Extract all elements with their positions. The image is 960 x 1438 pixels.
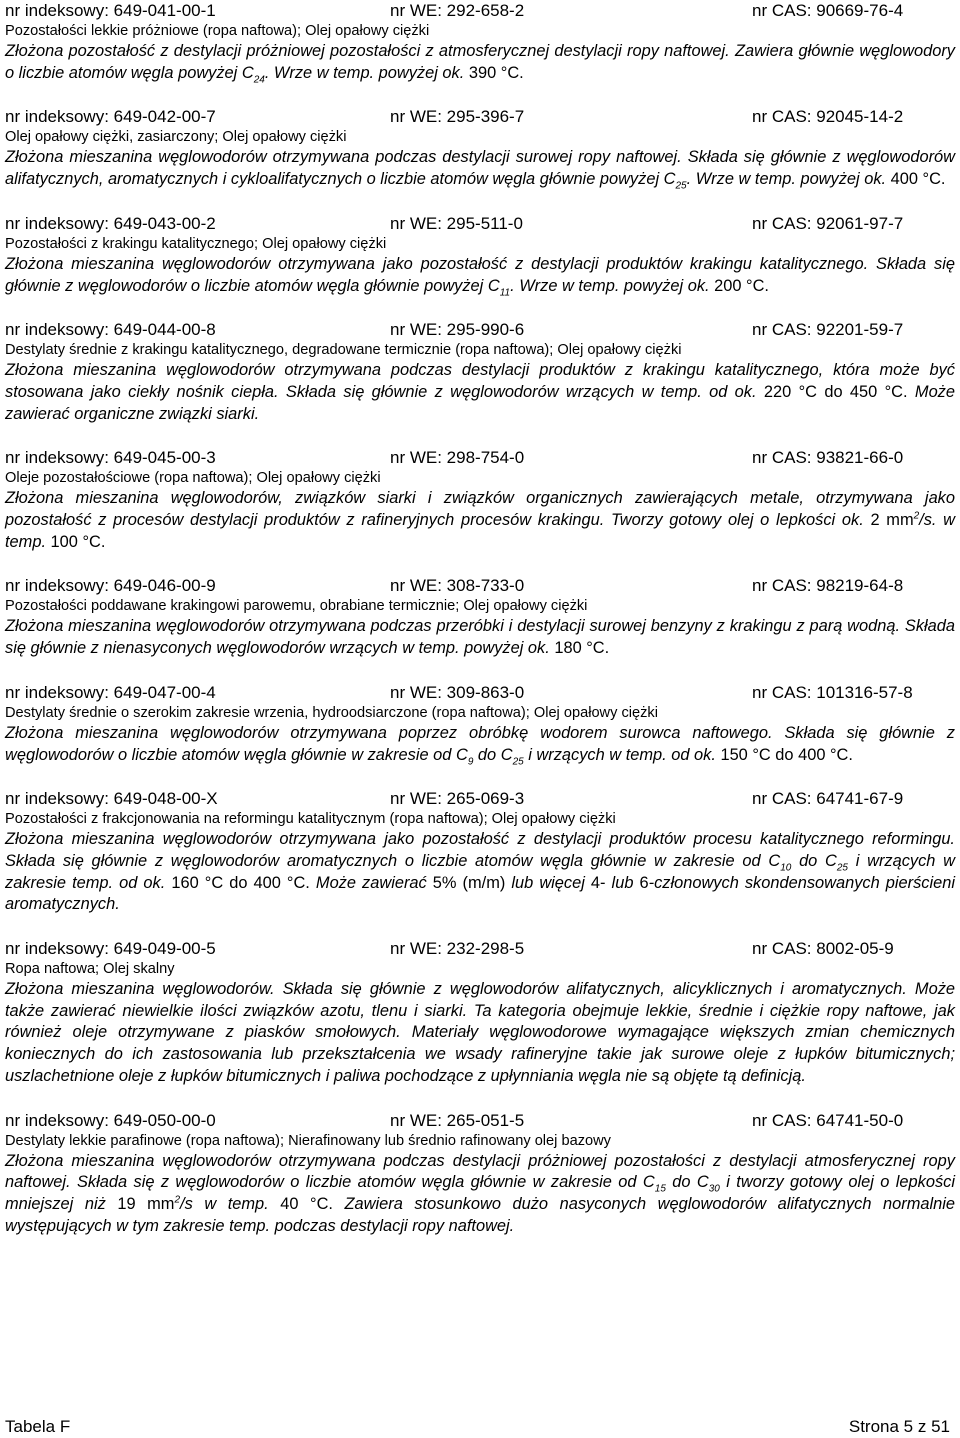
description-text: Złożona mieszanina węglowodorów otrzymywana jako pozostałość z destylacji produktów procesu katalitycznego reformingu. Składa się głównie z węglowodorów aromatycznych o liczbie atomów węgla głównie w zakresie od C	[5, 830, 955, 870]
index-number: nr indeksowy: 649-050-00-0	[5, 1110, 216, 1130]
index-number: nr indeksowy: 649-045-00-3	[5, 448, 216, 468]
index-number: nr indeksowy: 649-044-00-8	[5, 320, 216, 340]
identifier-row	[5, 682, 955, 704]
substance-entry	[5, 938, 955, 1088]
identifier-row	[5, 319, 955, 341]
description-text: . Wrze w temp. powyżej ok.	[510, 276, 715, 295]
cas-number: nr CAS: 98219-64-8	[752, 576, 904, 596]
description-text: 2 mm	[870, 511, 914, 530]
description-text: Złożona mieszanina węglowodorów otrzymywana podczas destylacji surowej ropy naftowej. Składa się głównie z węglowodorów alifatycznych, aromatycznych i cykloalifatycznych o liczbie atomów węgla głównie powyżej C	[5, 148, 955, 189]
description-text: 180 °C.	[554, 639, 610, 658]
cas-number: nr CAS: 93821-66-0	[752, 448, 904, 468]
subscript: 9	[467, 755, 474, 767]
substance-names: Pozostałości lekkie próżniowe (ropa naftowa); Olej opałowy ciężki	[5, 23, 430, 39]
identifier-row	[5, 106, 955, 128]
footer-table-label: Tabela F	[5, 1417, 71, 1436]
cas-number: nr CAS: 92201-59-7	[752, 320, 904, 340]
substance-description	[5, 488, 955, 553]
superscript: 2	[913, 510, 920, 522]
description-text: do C	[473, 745, 513, 764]
ec-number: nr WE: 295-396-7	[390, 107, 525, 127]
index-number: nr indeksowy: 649-043-00-2	[5, 213, 216, 233]
substance-description	[5, 723, 955, 766]
identifier-row	[5, 1110, 955, 1132]
description-text: Złożona mieszanina węglowodorów otrzymywana podczas destylacji produktów z krakingu katalitycznego, która może być stosowana jako ciekły nośnik ciepła. Składa się głównie z węglowodorów wrzących w temp. od ok.	[5, 361, 955, 401]
index-number: nr indeksowy: 649-042-00-7	[5, 107, 216, 127]
document-page	[5, 0, 955, 1259]
substance-names: Pozostałości z krakingu katalitycznego; Olej opałowy ciężki	[5, 235, 387, 252]
description-text: 200 °C.	[714, 276, 769, 295]
description-text: Może zawierać	[309, 873, 433, 892]
description-text: Złożona mieszanina węglowodorów otrzymywana podczas destylacji próżniowej pozostałości z destylacji atmosferycznej ropy naftowej. Składa się z węglowodorów o liczbie atomów węgla głównie w zakresie od C	[5, 1151, 955, 1192]
identifier-row	[5, 575, 955, 597]
footer-page-number: Strona 5 z 51	[848, 1417, 950, 1436]
description-text: i wrzących w zakresie temp. od ok.	[5, 851, 955, 892]
substance-names: Olej opałowy ciężki, zasiarczony; Olej opałowy ciężki	[5, 129, 347, 146]
ec-number: nr WE: 298-754-0	[390, 448, 525, 468]
description-text: /s. w temp.	[5, 511, 955, 551]
description-text: Złożona mieszanina węglowodorów. Składa się głównie z węglowodorów alifatycznych, alicyklicznych i aromatycznych. Może także zawierać niewielkie ilości związków azotu, tlenu i siarki. Ta kategoria obejmuje lekkie, średnie i ciężkie ropy naftowe, jak również oleje otrzymywane z piasków smołowych. Materiały węglowodorowe wymagające większych zmian chemicznych koniecznych do ich zastosowania lub przekształcenia we wsady rafineryjne takie jak surowe oleje z łupków bitumicznych; uszlachetnione oleje z łupków bitumicznych i paliwa pochodzące z upłynniania węgla nie są objęte tą definicją.	[5, 980, 955, 1085]
description-text: Zawiera stosunkowo dużo nasyconych węglowodorów alifatycznych normalnie występujących w tym zakresie temp. podczas destylacji ropy naftowej.	[5, 1194, 956, 1235]
description-text: do C	[665, 1173, 709, 1192]
substance-entry	[5, 213, 955, 297]
substance-description	[5, 616, 955, 659]
description-text: Może zawierać organiczne związki siarki.	[5, 382, 955, 423]
description-text: do C	[791, 851, 837, 870]
description-text: lub	[605, 873, 640, 892]
description-text: -członowych skondensowanych pierścieni aromatycznych.	[5, 873, 956, 914]
description-text: Złożona mieszanina węglowodorów otrzymywana jako pozostałość z destylacji produktów krakingu katalitycznego. Składa się głównie z węglowodorów o liczbie atomów węgla głównie powyżej C	[5, 254, 955, 295]
description-text: Złożona mieszanina węglowodorów, związków siarki i związków organicznych zawierających metale, otrzymywana jako pozostałość z procesów destylacji produktów z rafineryjnych procesów krakingu. Tworzy gotowy olej o lepkości ok.	[5, 489, 955, 530]
identifier-row	[5, 788, 955, 810]
subscript: 10	[780, 862, 792, 874]
cas-number: nr CAS: 64741-50-0	[752, 1110, 904, 1130]
index-number: nr indeksowy: 649-048-00-X	[5, 789, 218, 809]
description-text: 19 mm	[117, 1194, 175, 1213]
ec-number: nr WE: 295-990-6	[390, 320, 525, 340]
substance-entry	[5, 447, 955, 553]
cas-number: nr CAS: 92061-97-7	[752, 213, 904, 233]
substance-entry	[5, 0, 955, 84]
ec-number: nr WE: 292-658-2	[390, 1, 525, 20]
description-text: 40 °C.	[280, 1194, 333, 1213]
substance-entry	[5, 106, 955, 190]
subscript: 25	[836, 862, 848, 874]
subscript: 11	[499, 286, 511, 298]
description-text: 400 °C.	[890, 170, 946, 189]
substance-names: Destylaty lekkie parafinowe (ropa naftowa); Nierafinowany lub średnio rafinowany olej bazowy	[5, 1132, 611, 1149]
substance-names: Pozostałości poddawane krakingowi parowemu, obrabiane termicznie; Olej opałowy ciężki	[5, 598, 588, 615]
substance-description	[5, 829, 955, 916]
description-text: i tworzy gotowy olej o lepkości mniejszej niż	[5, 1173, 955, 1213]
cas-number: nr CAS: 92045-14-2	[752, 107, 904, 127]
identifier-row	[5, 0, 955, 22]
index-number: nr indeksowy: 649-049-00-5	[5, 939, 216, 959]
subscript: 25	[512, 755, 524, 767]
substance-entry	[5, 319, 955, 425]
index-number: nr indeksowy: 649-046-00-9	[5, 576, 216, 596]
description-text: 220 °C do 450 °C.	[763, 382, 908, 401]
description-text: 6	[639, 873, 649, 892]
description-text: 390 °C.	[468, 63, 524, 82]
substance-description	[5, 360, 955, 425]
subscript: 15	[654, 1183, 666, 1195]
substance-entry	[5, 575, 955, 659]
description-text: . Wrze w temp. powyżej ok.	[686, 170, 891, 189]
cas-number: nr CAS: 90669-76-4	[752, 1, 904, 20]
cas-number: nr CAS: 8002-05-9	[752, 939, 894, 959]
description-text: 5% (m/m)	[432, 873, 506, 892]
substance-entry	[5, 1110, 955, 1238]
identifier-row	[5, 213, 955, 235]
substance-names: Ropa naftowa; Olej skalny	[5, 961, 175, 978]
substance-names: Oleje pozostałościowe (ropa naftowa); Olej opałowy ciężki	[5, 470, 381, 487]
substance-entry	[5, 682, 955, 766]
description-text: 150 °C do 400 °C.	[720, 745, 853, 764]
ec-number: nr WE: 308-733-0	[390, 576, 525, 596]
substance-names: Pozostałości z frakcjonowania na reformingu katalitycznym (ropa naftowa); Olej opałowy ciężki	[5, 811, 616, 828]
ec-number: nr WE: 295-511-0	[390, 213, 523, 233]
subscript: 30	[708, 1183, 720, 1195]
description-text: Złożona mieszanina węglowodorów otrzymywana poprzez obróbkę wodorem surowca naftowego. Składa się głównie z węglowodorów o liczbie atomów węgla głównie w zakresie od C	[5, 723, 955, 764]
substance-names: Destylaty średnie o szerokim zakresie wrzenia, hydroodsiarczone (ropa naftowa); Olej opałowy ciężki	[5, 704, 658, 721]
ec-number: nr WE: 265-069-3	[390, 789, 525, 809]
substance-names: Destylaty średnie z krakingu katalitycznego, degradowane termicznie (ropa naftowa); Olej opałowy ciężki	[5, 342, 682, 359]
substance-description	[5, 147, 955, 190]
description-text: i wrzących w temp. od ok.	[523, 745, 721, 764]
description-text: . Wrze w temp. powyżej ok.	[264, 63, 469, 82]
substance-entry	[5, 788, 955, 916]
substance-description	[5, 1151, 955, 1238]
subscript: 24	[253, 73, 265, 85]
cas-number: nr CAS: 101316-57-8	[752, 682, 913, 702]
index-number: nr indeksowy: 649-041-00-1	[5, 1, 216, 20]
substance-description	[5, 254, 955, 297]
subscript: 25	[675, 180, 687, 192]
superscript: 2	[174, 1194, 181, 1206]
description-text: Złożona mieszanina węglowodorów otrzymywana podczas przeróbki i destylacji surowej benzyny z krakingu z parą wodną. Składa się głównie z nienasyconych węglowodorów wrzących w temp. powyżej ok.	[5, 617, 955, 658]
identifier-row	[5, 447, 955, 469]
cas-number: nr CAS: 64741-67-9	[752, 789, 904, 809]
ec-number: nr WE: 309-863-0	[390, 682, 525, 702]
description-text: Złożona pozostałość z destylacji próżniowej pozostałości z atmosferycznej destylacji ropy naftowej. Zawiera głównie węglowodory o liczbie atomów węgla powyżej C	[5, 42, 955, 82]
description-text: 100 °C.	[50, 532, 106, 551]
ec-number: nr WE: 232-298-5	[390, 939, 525, 959]
description-text: /s w temp.	[180, 1194, 281, 1213]
identifier-row	[5, 938, 955, 960]
index-number: nr indeksowy: 649-047-00-4	[5, 682, 216, 702]
description-text: 4-	[590, 873, 606, 892]
substance-description	[5, 41, 955, 84]
description-text: 160 °C do 400 °C.	[171, 873, 310, 892]
ec-number: nr WE: 265-051-5	[390, 1110, 525, 1130]
description-text: lub więcej	[505, 873, 591, 892]
substance-description	[5, 979, 955, 1088]
